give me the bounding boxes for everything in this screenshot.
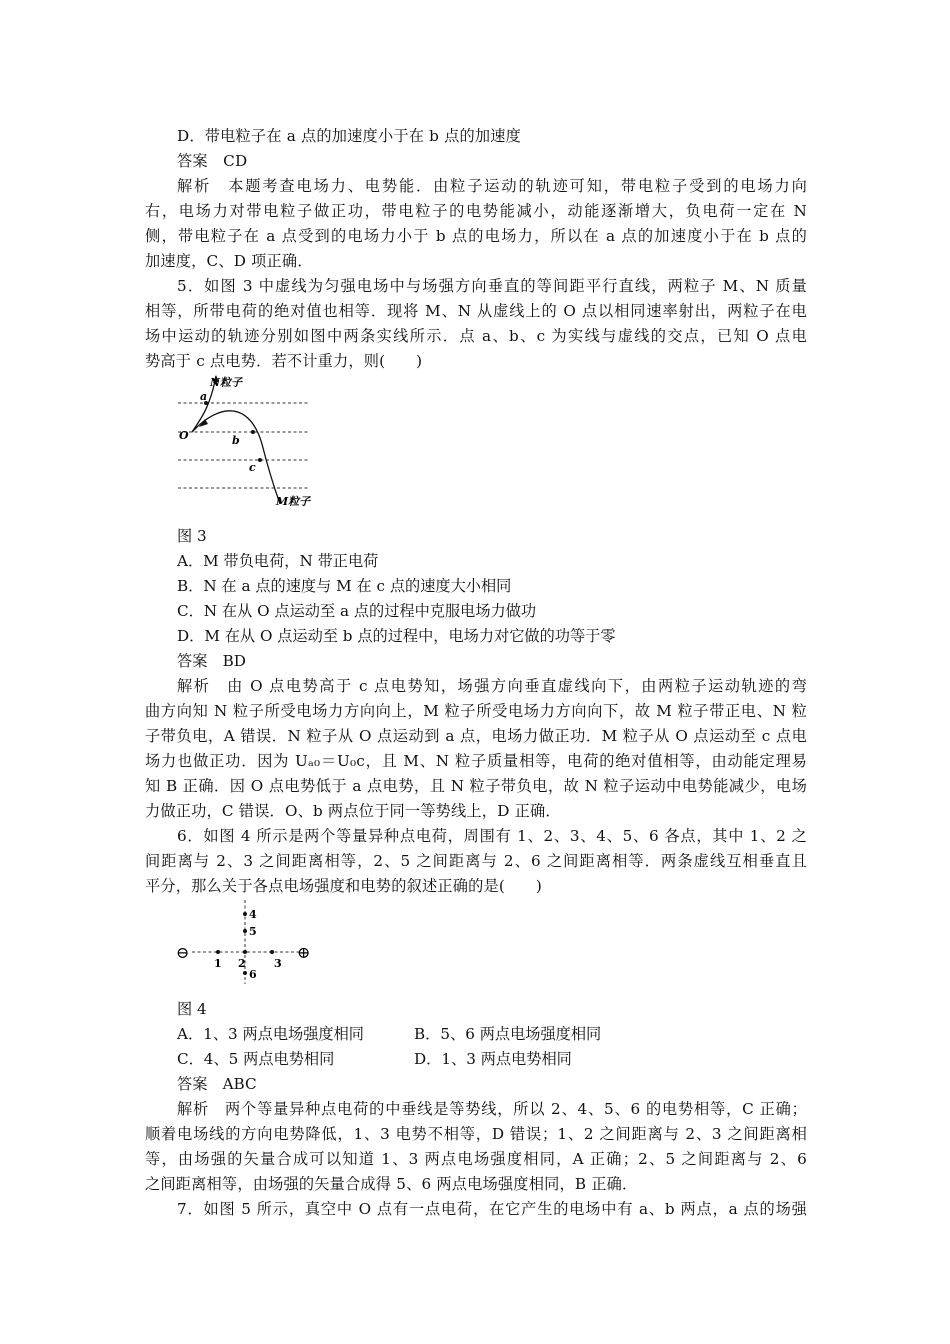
q5-option-a: A．M 带负电荷，N 带正电荷 (177, 552, 379, 570)
point-5 (243, 929, 247, 933)
label-1: 1 (214, 957, 222, 970)
q4-analysis-line: 解析 本题考查电场力、电势能．由粒子运动的轨迹可知，带电粒子受到的电场力向 (177, 177, 807, 195)
q6-analysis-line: 顺着电场线的方向电势降低，1、3 电势不相等，D 错误；1、2 之间距离与 2、3 之间距离相 (145, 1125, 807, 1143)
q5-analysis-line: 子带负电，A 错误．N 粒子从 O 点运动到 a 点，电场力做正功．M 粒子从 O 点运动至 c 点电 (145, 727, 807, 745)
q4-analysis-line: 右，电场力对带电粒子做正功，带电粒子的电势能减小，动能逐渐增大，负电荷一定在 N (145, 202, 807, 220)
label-o: O (179, 429, 189, 442)
point-b (251, 430, 255, 434)
q5-stem-line: 场中运动的轨迹分别如图中两条实线所示．点 a、b、c 为实线与虚线的交点，已知 O 点电 (145, 327, 807, 345)
point-4 (243, 912, 247, 916)
q6-option-a: A．1、3 两点电场强度相同 (177, 1025, 364, 1043)
point-1 (216, 950, 220, 954)
q5-option-d: D．M 在从 O 点运动至 b 点的过程中，电场力对它做的功等于零 (177, 627, 616, 645)
figure-3-diagram (170, 372, 330, 517)
m-particle-label: M粒子 (276, 495, 311, 508)
q6-analysis-line: 解析 两个等量异种点电荷的中垂线是等势线，所以 2、4、5、6 的电势相等，C 正确； (177, 1100, 807, 1118)
q6-option-b: B．5、6 两点电场强度相同 (414, 1025, 602, 1043)
q6-analysis-line: 等，由场强的矢量合成可以知道 1、3 两点电场强度相同，A 正确；2、5 之间距离与 2、6 (145, 1150, 807, 1168)
q7-stem-line: 7．如图 5 所示，真空中 O 点有一点电荷，在它产生的电场中有 a、b 两点，a 点的场强 (177, 1200, 807, 1218)
label-a: a (200, 390, 208, 403)
q5-answer: 答案 BD (177, 652, 246, 670)
q5-stem-line: 势高于 c 点电势．若不计重力，则( ) (145, 352, 423, 370)
label-b: b (232, 434, 240, 447)
label-6: 6 (249, 968, 257, 981)
q5-stem-line: 5．如图 3 中虚线为匀强电场中与场强方向垂直的等间距平行直线，两粒子 M、N 质量 (177, 277, 807, 295)
q6-stem-line: 平分，那么关于各点电场强度和电势的叙述正确的是( ) (145, 877, 542, 895)
point-3 (270, 950, 274, 954)
q5-analysis-line: 场力也做正功．因为 Uₐ₀＝U₀c，且 M、N 粒子质量相等，电荷的绝对值相等，由动能定理易 (145, 752, 807, 770)
q6-option-d: D．1、3 两点电势相同 (414, 1050, 572, 1068)
label-5: 5 (249, 925, 257, 938)
q5-analysis-line: 力做正功，C 错误．O、b 两点位于同一等势线上，D 正确． (145, 802, 561, 820)
q5-stem-line: 相等，所带电荷的绝对值也相等．现将 M、N 从虚线上的 O 点以相同速率射出，两粒子在电 (145, 302, 807, 320)
figure-4-diagram (172, 896, 322, 986)
q4-answer: 答案 CD (177, 152, 248, 170)
q4-analysis-line: 加速度，C、D 项正确． (145, 252, 313, 270)
q6-option-c: C．4、5 两点电势相同 (177, 1050, 335, 1068)
point-6 (243, 971, 247, 975)
label-4: 4 (249, 908, 257, 921)
q5-option-b: B．N 在 a 点的速度与 M 在 c 点的速度大小相同 (177, 577, 512, 595)
point-c (258, 458, 262, 462)
label-2: 2 (238, 957, 246, 970)
q6-stem-line: 间距离与 2、3 之间距离相等，2、5 之间距离与 2、6 之间距离相等．两条虚线互相垂直且 (145, 852, 807, 870)
n-particle-label: N粒子 (210, 376, 243, 389)
figure-4-caption: 图 4 (177, 1000, 207, 1018)
q5-analysis-line: 解析 由 O 点电势高于 c 点电势知，场强方向垂直虚线向下，由两粒子运动轨迹的弯 (177, 677, 807, 695)
label-c: c (249, 461, 256, 474)
q5-analysis-line: 知 B 正确．因 O 点电势低于 a 点电势，且 N 粒子带负电，故 N 粒子运动中电势能减少，电场 (145, 777, 807, 795)
q4-option-d: D．带电粒子在 a 点的加速度小于在 b 点的加速度 (177, 127, 522, 145)
q6-analysis-line: 之间距离相等，由场强的矢量合成得 5、6 两点电场强度相同，B 正确． (145, 1175, 638, 1193)
q5-analysis-line: 曲方向知 N 粒子所受电场力方向向上，M 粒子所受电场力方向向下，故 M 粒子带正电、N 粒 (145, 702, 807, 720)
q6-stem-line: 6．如图 4 所示是两个等量异种点电荷，周围有 1、2、3、4、5、6 各点，其中 1、2 之 (177, 827, 807, 845)
q6-answer: 答案 ABC (177, 1075, 257, 1093)
q5-option-c: C．N 在从 O 点运动至 a 点的过程中克服电场力做功 (177, 602, 537, 620)
figure-3-caption: 图 3 (177, 527, 207, 545)
label-3: 3 (274, 957, 282, 970)
q4-analysis-line: 侧，带电粒子在 a 点受到的电场力小于 b 点的电场力，所以在 a 点的加速度小于在 b 点的 (145, 227, 807, 245)
positive-charge-icon: ⊕ (297, 943, 311, 962)
point-2 (243, 950, 247, 954)
negative-charge-icon: ⊖ (176, 943, 190, 962)
